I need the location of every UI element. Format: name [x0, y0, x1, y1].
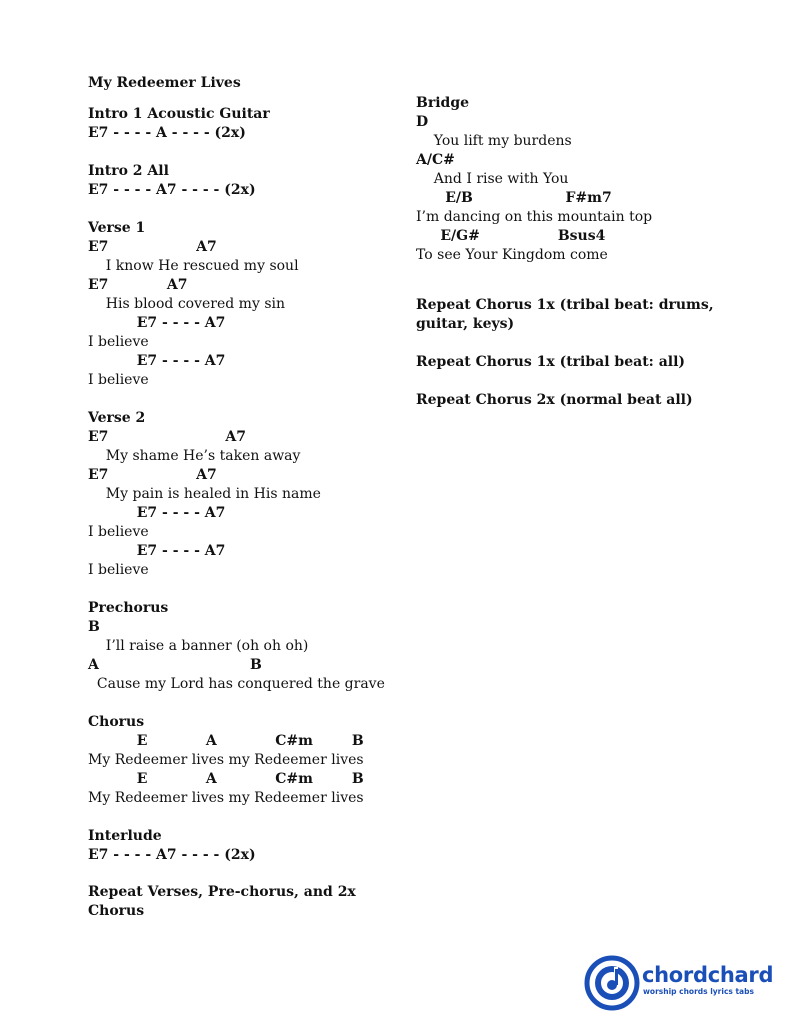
instruction-line: Repeat Chorus 2x (normal beat all) — [416, 392, 693, 408]
instruction-line: Repeat Chorus 1x (tribal beat: drums, — [416, 297, 714, 313]
chord-line: D — [416, 114, 429, 130]
instruction-line: Repeat Chorus 1x (tribal beat: all) — [416, 354, 686, 370]
lyric-line: To see Your Kingdom come — [416, 247, 608, 263]
lyric-line: I know He rescued my soul — [88, 258, 299, 274]
chord-line: B — [88, 619, 100, 635]
section-heading-prechorus: Prechorus — [88, 600, 169, 616]
chordchard-logo — [584, 955, 774, 1011]
lyric-line: My Redeemer lives my Redeemer lives — [88, 752, 364, 768]
chord-line: E/B F#m7 — [416, 190, 612, 206]
lyric-line: I’m dancing on this mountain top — [416, 209, 653, 225]
chord-line: E7 - - - - A7 - - - - (2x) — [88, 847, 256, 863]
logo-wordmark: chordchard — [642, 963, 774, 987]
lyric-line: My shame He’s taken away — [88, 448, 301, 464]
chord-line: E7 - - - - A7 — [88, 353, 226, 369]
section-heading-interlude: Interlude — [88, 828, 162, 844]
song-title: My Redeemer Lives — [88, 75, 241, 91]
section-heading-intro-1: Intro 1 Acoustic Guitar — [88, 106, 270, 122]
lyric-line: I believe — [88, 524, 149, 540]
chord-line: E7 - - - - A - - - - (2x) — [88, 125, 246, 141]
lyric-line: Cause my Lord has conquered the grave — [88, 676, 385, 692]
lyric-line: I believe — [88, 372, 149, 388]
instruction-line: guitar, keys) — [416, 316, 515, 332]
lyric-line: My Redeemer lives my Redeemer lives — [88, 790, 364, 806]
chord-line: E7 A7 — [88, 239, 217, 255]
chord-line: E A C#m B — [88, 733, 364, 749]
chord-line: A B — [88, 657, 262, 673]
chord-line: E/G# Bsus4 — [416, 228, 606, 244]
logo-tagline: worship chords lyrics tabs — [643, 987, 754, 996]
lyric-line: His blood covered my sin — [88, 296, 285, 312]
lyric-line: I believe — [88, 562, 149, 578]
chord-line: E7 A7 — [88, 277, 188, 293]
section-heading-verse-2: Verse 2 — [88, 410, 146, 426]
chord-line: E7 A7 — [88, 429, 246, 445]
lyric-line: I believe — [88, 334, 149, 350]
chordchard-logo-icon — [584, 955, 640, 1011]
section-heading-intro-2: Intro 2 All — [88, 163, 169, 179]
chord-line: E7 A7 — [88, 467, 217, 483]
chord-line: E7 - - - - A7 - - - - (2x) — [88, 182, 256, 198]
section-heading-verse-1: Verse 1 — [88, 220, 146, 236]
lyric-line: You lift my burdens — [416, 133, 572, 149]
chord-line: A/C# — [416, 152, 455, 168]
section-heading-bridge: Bridge — [416, 95, 470, 111]
instruction-line: Chorus — [88, 903, 145, 919]
lyric-line: I’ll raise a banner (oh oh oh) — [88, 638, 309, 654]
lyric-line: And I rise with You — [416, 171, 569, 187]
section-heading-chorus: Chorus — [88, 714, 145, 730]
instruction-line: Repeat Verses, Pre-chorus, and 2x — [88, 884, 356, 900]
lyric-line: My pain is healed in His name — [88, 486, 321, 502]
chord-line: E7 - - - - A7 — [88, 315, 226, 331]
chord-line: E7 - - - - A7 — [88, 505, 226, 521]
chord-line: E A C#m B — [88, 771, 364, 787]
chord-line: E7 - - - - A7 — [88, 543, 226, 559]
